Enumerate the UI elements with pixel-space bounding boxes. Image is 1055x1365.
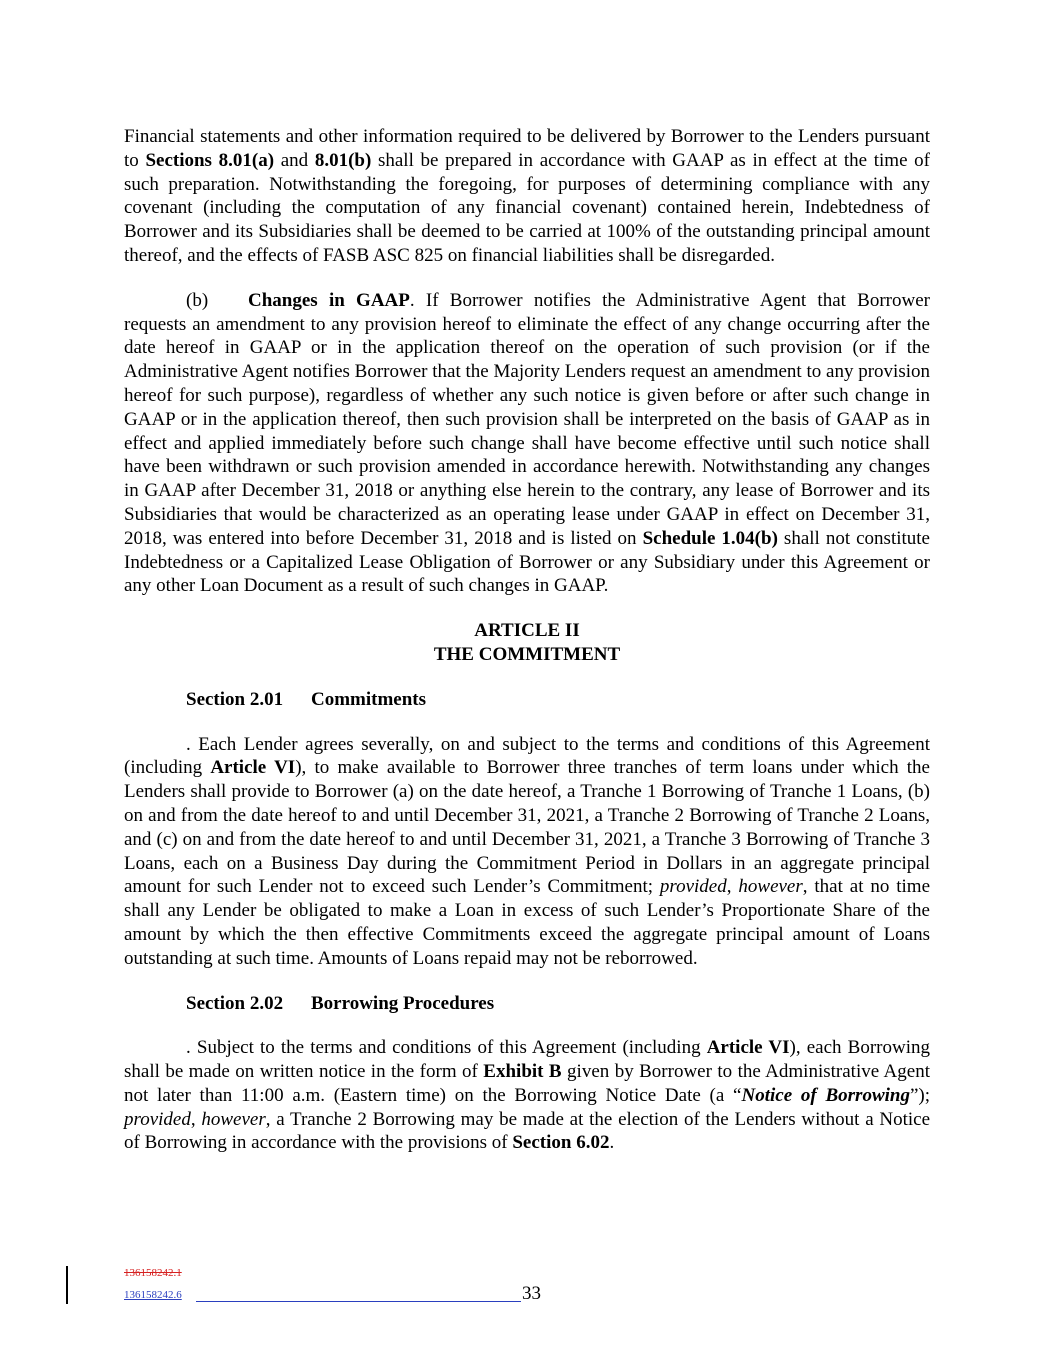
section-2-01-heading [186, 688, 930, 712]
text-run: . If Borrower notifies the Administrative Agent that Borrower requests an amendment to any provision hereof to eliminate the effect of any change occurring after the date hereof in GAAP or in the application thereof on the operation of such provision (or if the Administrative Agent notifies Borrower that the Majority Lenders request an amendment to any provision hereof for such purpose), regardless of whether any such notice is given before or after such change in GAAP or in the application thereof, then such provision shall be interpreted on the basis of GAAP as in effect and applied immediately before such change shall have become effective until such notice shall have been withdrawn or such provision amended in accordance herewith. Notwithstanding any changes in GAAP after December 31, 2018 or anything else herein to the contrary, any lease of Borrower and its Subsidiaries that would be characterized as an operating lease under GAAP in effect on December 31, 2018, was entered into before December 31, 2018 and is listed on [124, 289, 930, 549]
doc-id-deleted: 136158242.1 [124, 1267, 182, 1279]
section-reference: 8.01(b) [314, 149, 372, 171]
footer-doc-ids [124, 1266, 182, 1302]
page-number: 33 [522, 1283, 541, 1304]
article-reference: Article VI [210, 757, 296, 779]
italic-term: provided [124, 1108, 191, 1130]
text-run: shall be prepared in accordance with GAAP as in effect at the time of such preparation. Notwithstanding the foregoing, for purposes of determining compliance with any covenant (including the computation of any financial covenant) contained herein, Indebtedness of Borrower and its Subsidiaries shall be deemed to be carried at 100% of the outstanding principal amount thereof, and the effects of FASB ASC 825 on financial liabilities shall be disregarded. [124, 149, 930, 266]
clause-number: (b) [186, 289, 209, 311]
section-2-01-body [124, 733, 930, 971]
text-run: , that at no time shall any Lender be obligated to make a Loan in excess of such Lender’s Proportionate Share of the amount by which the then effective Commitments exceed the aggregate principal amount of Loans outstanding at such time. Amounts of Loans repaid may not be reborrowed. [124, 876, 931, 969]
italic-term: provided [659, 876, 727, 898]
defined-term: Notice of Borrowing [741, 1084, 910, 1106]
text-run: , a Tranche 2 Borrowing may be made at the election of the Lenders without a Notice of Borrowing in accordance with the provisions of [124, 1108, 931, 1154]
section-number: Section 2.02 [186, 992, 284, 1014]
paragraph-changes-in-gaap [124, 289, 930, 598]
text-run: given by Borrower to the Administrative Agent not later than 11:00 a.m. (Eastern time) on the Borrowing Notice Date (a “ [124, 1061, 930, 1106]
section-reference: Section 6.02 [512, 1132, 610, 1154]
article-reference: Article VI [706, 1037, 790, 1059]
text-run: shall not constitute Indebtedness or a Capitalized Lease Obligation of Borrower or any Subsidiary under this Agreement or any other Loan Document as a result of such changes in GAAP. [124, 527, 930, 597]
text-run: . [609, 1132, 615, 1154]
text-run: , [726, 876, 739, 898]
revision-change-bar [66, 1266, 68, 1304]
clause-title: Changes in GAAP [248, 289, 410, 311]
document-body [124, 125, 930, 1176]
section-2-02-body [124, 1036, 930, 1155]
text-run: , [190, 1108, 202, 1130]
section-2-02-heading [186, 992, 930, 1016]
text-run: ”); [909, 1084, 931, 1106]
text-run: ), to make available to Borrower three tranches of term loans under which the Lenders shall provide to Borrower (a) on the date hereof, a Tranche 1 Borrowing of Tranche 1 Loans, (b) on and from the date hereof to and until December 31, 2021, a Tranche 2 Borrowing of Tranche 2 Loans, and (c) on and from the date hereof to and until December 31, 2021, a Tranche 3 Borrowing of Tranche 3 Loans, each on a Business Day during the Commitment Period in Dollars in an aggregate principal amount for such Lender not to exceed such Lender’s Commitment; [124, 757, 930, 898]
section-reference: Sections 8.01(a) [145, 149, 275, 171]
section-title: Commitments [311, 688, 427, 710]
italic-term: however [738, 876, 803, 898]
exhibit-reference: Exhibit B [483, 1061, 562, 1083]
schedule-reference: Schedule 1.04(b) [642, 527, 778, 549]
section-number: Section 2.01 [186, 688, 284, 710]
text-run: and [274, 149, 315, 171]
article-title: THE COMMITMENT [433, 643, 621, 665]
doc-id-inserted: 136158242.6 [124, 1289, 182, 1301]
article-number: ARTICLE II [474, 620, 580, 642]
text-run: . Each Lender agrees severally, on and subject to the terms and conditions of this Agreement (including [124, 733, 930, 779]
article-heading [124, 619, 930, 667]
italic-term: however [201, 1108, 266, 1130]
text-run: . Subject to the terms and conditions of this Agreement (including [186, 1037, 707, 1059]
section-title: Borrowing Procedures [311, 992, 495, 1014]
text-run: ), each Borrowing shall be made on written notice in the form of [124, 1037, 930, 1083]
footer-underline-rule [196, 1301, 521, 1302]
text-run: Financial statements and other information required to be delivered by Borrower to the Lenders pursuant to [124, 126, 930, 171]
paragraph-gaap-financial-statements [124, 125, 930, 268]
